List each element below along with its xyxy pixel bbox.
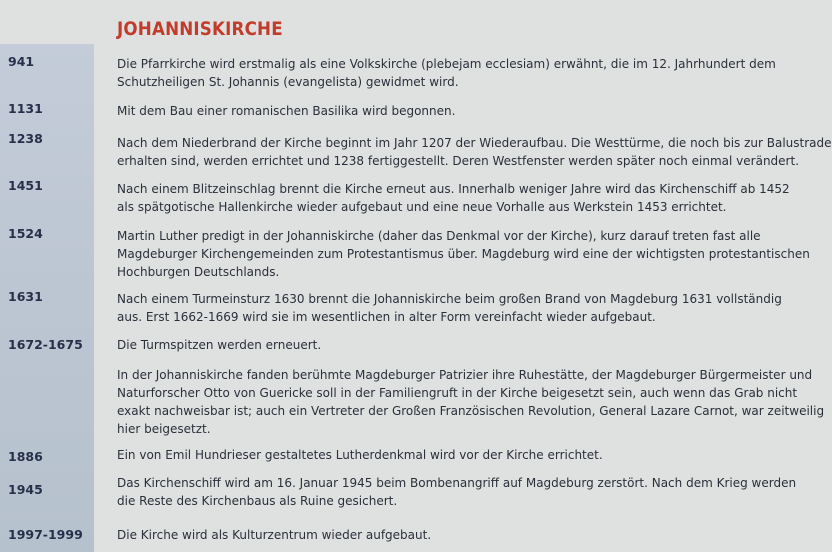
text-line: Martin Luther predigt in der Johanniskirche (daher das Denkmal vor der Kirche), kurz darauf treten fast alle <box>117 229 761 243</box>
text-line: hier beigesetzt. <box>117 422 211 436</box>
timeline-year: 1997-1999 <box>8 527 83 542</box>
timeline-text <box>117 102 757 120</box>
text-line: als spätgotische Hallenkirche wieder aufgebaut und eine neue Vorhalle aus Werkstein 1453 errichtet. <box>117 200 727 214</box>
timeline-year: 1886 <box>8 449 43 464</box>
text-line: erhalten sind, werden errichtet und 1238 fertiggestellt. Deren Westfenster werden später noch einmal verändert. <box>117 154 800 168</box>
timeline-year: 1631 <box>8 289 43 304</box>
timeline-year: 1451 <box>8 178 43 193</box>
timeline-year: 941 <box>8 54 35 69</box>
timeline-text <box>117 336 757 354</box>
text-line: Die Turmspitzen werden erneuert. <box>117 338 322 352</box>
text-line: Hochburgen Deutschlands. <box>117 265 280 279</box>
timeline-year: 1131 <box>8 101 43 116</box>
timeline-text <box>117 180 790 216</box>
text-line: Naturforscher Otto von Guericke soll in der Familiengruft in der Kirche beigesetzt sein, auch wenn das Grab nicht <box>117 386 798 400</box>
text-line: Schutzheiligen St. Johannis (evangelista) gewidmet wird. <box>117 75 459 89</box>
text-line: aus. Erst 1662-1669 wird sie im wesentlichen in alter Form vereinfacht wieder aufgebaut. <box>117 310 656 324</box>
text-line: Nach dem Niederbrand der Kirche beginnt im Jahr 1207 der Wiederaufbau. Die Westtürme, die noch bis zur Balustrade <box>117 136 832 150</box>
text-line: exakt nachweisbar ist; auch ein Vertreter der Großen Französischen Revolution, General Lazare Carnot, war zeitweilig <box>117 404 825 418</box>
timeline-text <box>117 366 825 438</box>
timeline-text <box>117 526 757 544</box>
text-line: Das Kirchenschiff wird am 16. Januar 1945 beim Bombenangriff auf Magdeburg zerstört. Nach dem Krieg werden <box>117 476 797 490</box>
timeline-text <box>117 134 832 170</box>
text-line: Nach einem Blitzeinschlag brennt die Kirche erneut aus. Innerhalb weniger Jahre wird das Kirchenschiff ab 1452 <box>117 182 790 196</box>
text-line: Magdeburger Kirchengemeinden zum Protestantismus über. Magdeburg wird eine der wichtigsten protestantischen <box>117 247 810 261</box>
text-line: Ein von Emil Hundrieser gestaltetes Lutherdenkmal wird vor der Kirche errichtet. <box>117 448 603 462</box>
timeline-text <box>117 227 810 281</box>
timeline-year: 1672-1675 <box>8 337 83 352</box>
text-line: Die Pfarrkirche wird erstmalig als eine Volkskirche (plebejam ecclesiam) erwähnt, die im 12. Jahrhundert dem <box>117 57 776 71</box>
page-title: JOHANNISKIRCHE <box>117 18 283 40</box>
timeline-text <box>117 55 776 91</box>
timeline-year: 1945 <box>8 482 43 497</box>
timeline-year: 1524 <box>8 226 43 241</box>
text-line: Die Kirche wird als Kulturzentrum wieder aufgebaut. <box>117 528 432 542</box>
timeline-year: 1238 <box>8 131 43 146</box>
text-line: Nach einem Turmeinsturz 1630 brennt die Johanniskirche beim großen Brand von Magdeburg 1631 vollständig <box>117 292 782 306</box>
timeline-text <box>117 474 797 510</box>
text-line: die Reste des Kirchenbaus als Ruine gesichert. <box>117 494 398 508</box>
text-line: In der Johanniskirche fanden berühmte Magdeburger Patrizier ihre Ruhestätte, der Magdeburger Bürgermeister und <box>117 368 813 382</box>
timeline-text <box>117 446 757 464</box>
text-line: Mit dem Bau einer romanischen Basilika wird begonnen. <box>117 104 456 118</box>
timeline-text <box>117 290 782 326</box>
